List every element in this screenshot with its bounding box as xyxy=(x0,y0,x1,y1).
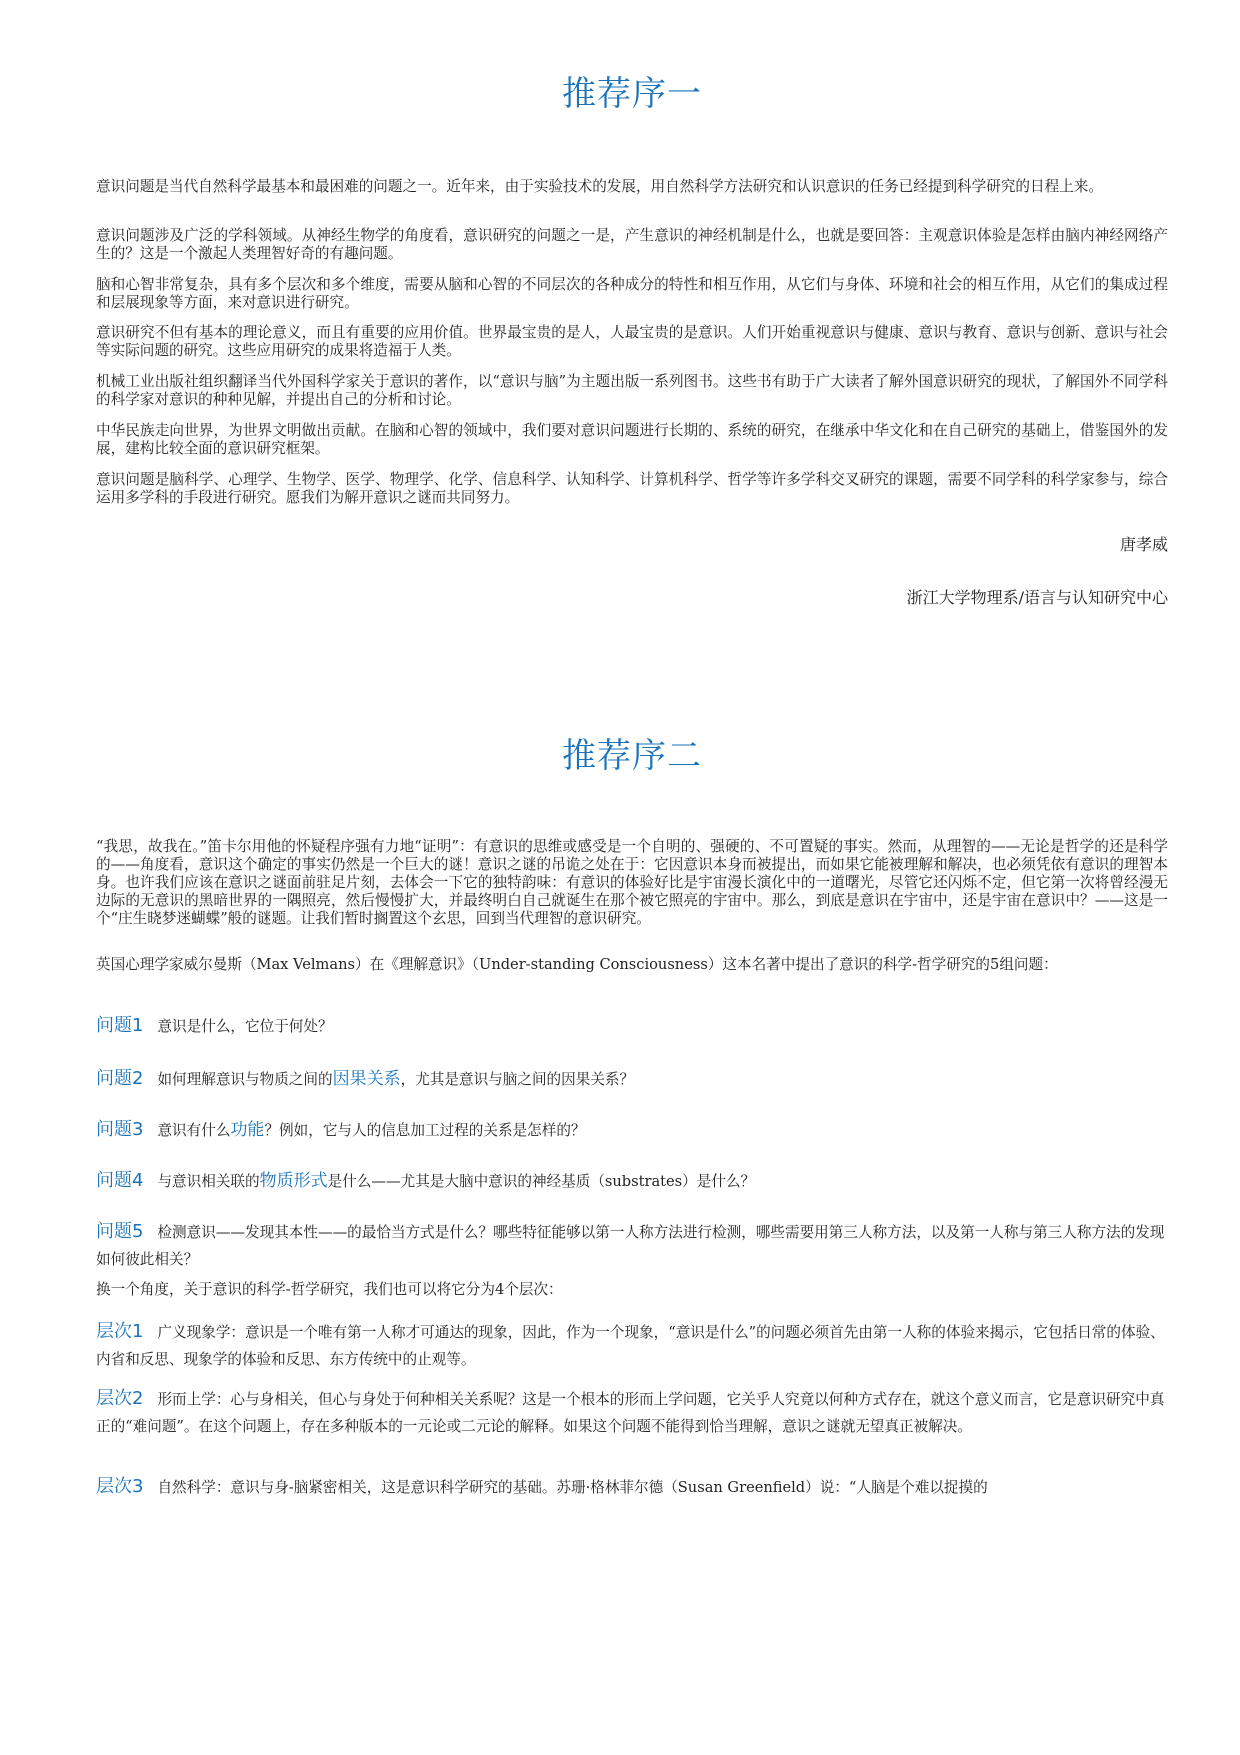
question-text: 意识是什么，它位于何处？ xyxy=(157,1018,333,1035)
question-text: 如何理解意识与物质之间的 xyxy=(157,1071,333,1088)
author-name: 唐孝威 xyxy=(1119,535,1168,554)
section2-title: 推荐序二 xyxy=(562,736,702,776)
question-item xyxy=(96,1065,1168,1093)
section1-paragraph: 意识研究不但有基本的理论意义，而且有重要的应用价值。世界最宝贵的是人，人最宝贵的是意识。人们开始重视意识与健康、意识与教育、意识与创新、意识与社会等实际问题的研究。这些应用研究的成果将造福于人类。 xyxy=(96,324,1168,359)
question-text: ？例如，它与人的信息加工过程的关系是怎样的？ xyxy=(264,1122,586,1139)
question-item xyxy=(96,1218,1168,1273)
question-text: 与意识相关联的 xyxy=(157,1173,260,1190)
question-item xyxy=(96,1012,1168,1040)
question-tag: 问题4 xyxy=(96,1170,144,1191)
levels-intro: 换一个角度，关于意识的科学-哲学研究，我们也可以将它分为4个层次： xyxy=(96,1281,563,1298)
level-tag: 层次1 xyxy=(96,1321,144,1342)
level-item xyxy=(96,1318,1168,1373)
level-text: 自然科学：意识与身-脑紧密相关，这是意识科学研究的基础。苏珊·格林菲尔德（Susan Greenfield）说：“人脑是个难以捉摸的 xyxy=(157,1479,988,1496)
level-item xyxy=(96,1385,1168,1440)
section1-paragraph: 意识问题涉及广泛的学科领域。从神经生物学的角度看，意识研究的问题之一是，产生意识的神经机制是什么，也就是要回答：主观意识体验是怎样由脑内神经网络产生的？这是一个激起人类理智好奇的有趣问题。 xyxy=(96,227,1168,262)
section1-paragraph: 中华民族走向世界，为世界文明做出贡献。在脑和心智的领域中，我们要对意识问题进行长期的、系统的研究，在继承中华文化和在自己研究的基础上，借鉴国外的发展，建构比较全面的意识研究框架。 xyxy=(96,422,1168,457)
level-text: 广义现象学：意识是一个唯有第一人称才可通达的现象，因此，作为一个现象，“意识是什么”的问题必须首先由第一人称的体验来揭示，它包括日常的体验、内省和反思、现象学的体验和反思、东方传统中的止观等。 xyxy=(96,1324,1165,1368)
question-tag: 问题1 xyxy=(96,1015,144,1036)
question-highlight: 功能 xyxy=(230,1120,265,1140)
question-text: 意识有什么 xyxy=(157,1122,231,1139)
level-tag: 层次3 xyxy=(96,1476,144,1497)
question-highlight: 因果关系 xyxy=(332,1069,401,1089)
question-item xyxy=(96,1167,1168,1195)
section1-paragraph: 机械工业出版社组织翻译当代外国科学家关于意识的著作，以“意识与脑”为主题出版一系列图书。这些书有助于广大读者了解外国意识研究的现状，了解国外不同学科的科学家对意识的种种见解，并提出自己的分析和讨论。 xyxy=(96,373,1168,408)
section1-paragraph: 脑和心智非常复杂，具有多个层次和多个维度，需要从脑和心智的不同层次的各种成分的特性和相互作用，从它们与身体、环境和社会的相互作用，从它们的集成过程和层展现象等方面，来对意识进行研究。 xyxy=(96,276,1168,311)
author-affiliation: 浙江大学物理系/语言与认知研究中心 xyxy=(906,588,1168,607)
question-tag: 问题5 xyxy=(96,1221,144,1242)
question-text: ，尤其是意识与脑之间的因果关系？ xyxy=(400,1071,635,1088)
question-item xyxy=(96,1116,1168,1144)
question-tag: 问题2 xyxy=(96,1068,144,1089)
level-item xyxy=(96,1473,1168,1501)
question-highlight: 物质形式 xyxy=(259,1171,328,1191)
section1-paragraph: 意识问题是当代自然科学最基本和最困难的问题之一。近年来，由于实验技术的发展，用自然科学方法研究和认识意识的任务已经提到科学研究的日程上来。 xyxy=(96,178,1103,195)
section1-paragraph: 意识问题是脑科学、心理学、生物学、医学、物理学、化学、信息科学、认知科学、计算机科学、哲学等许多学科交叉研究的课题，需要不同学科的科学家参与，综合运用多学科的手段进行研究。愿我们为解开意识之谜而共同努力。 xyxy=(96,471,1168,506)
level-tag: 层次2 xyxy=(96,1388,144,1409)
section2-paragraph: “我思，故我在。”笛卡尔用他的怀疑程序强有力地“证明”：有意识的思维或感受是一个自明的、强硬的、不可置疑的事实。然而，从理智的——无论是哲学的还是科学的——角度看，意识这个确定的事实仍然是一个巨大的谜！意识之谜的吊诡之处在于：它因意识本身而被提出，而如果它能被理解和解决，也必须凭依有意识的理智本身。也许我们应该在意识之谜面前驻足片刻，去体会一下它的独特韵味：有意识的体验好比是宇宙漫长演化中的一道曙光，尽管它还闪烁不定，但它第一次将曾经漫无边际的无意识的黑暗世界的一隅照亮，然后慢慢扩大，并最终明白自己就诞生在那个被它照亮的宇宙中。那么，到底是意识在宇宙中，还是宇宙在意识中？——这是一个“庄生晓梦迷蝴蝶”般的谜题。让我们暂时搁置这个玄思，回到当代理智的意识研究。 xyxy=(96,838,1168,927)
section1-title: 推荐序一 xyxy=(562,74,702,114)
level-text: 形而上学：心与身相关，但心与身处于何种相关关系呢？这是一个根本的形而上学问题，它关乎人究竟以何种方式存在，就这个意义而言，它是意识研究中真正的“难问题”。在这个问题上，存在多种版本的一元论或二元论的解释。如果这个问题不能得到恰当理解，意识之谜就无望真正被解决。 xyxy=(96,1391,1165,1435)
question-text: 是什么——尤其是大脑中意识的神经基质（substrates）是什么？ xyxy=(327,1173,756,1190)
question-text: 检测意识——发现其本性——的最恰当方式是什么？哪些特征能够以第一人称方法进行检测，哪些需要用第三人称方法，以及第一人称与第三人称方法的发现如何彼此相关？ xyxy=(96,1224,1165,1268)
question-tag: 问题3 xyxy=(96,1119,144,1140)
section2-paragraph: 英国心理学家威尔曼斯（Max Velmans）在《理解意识》（Under-standing Consciousness）这本名著中提出了意识的科学-哲学研究的5组问题： xyxy=(96,956,1058,973)
